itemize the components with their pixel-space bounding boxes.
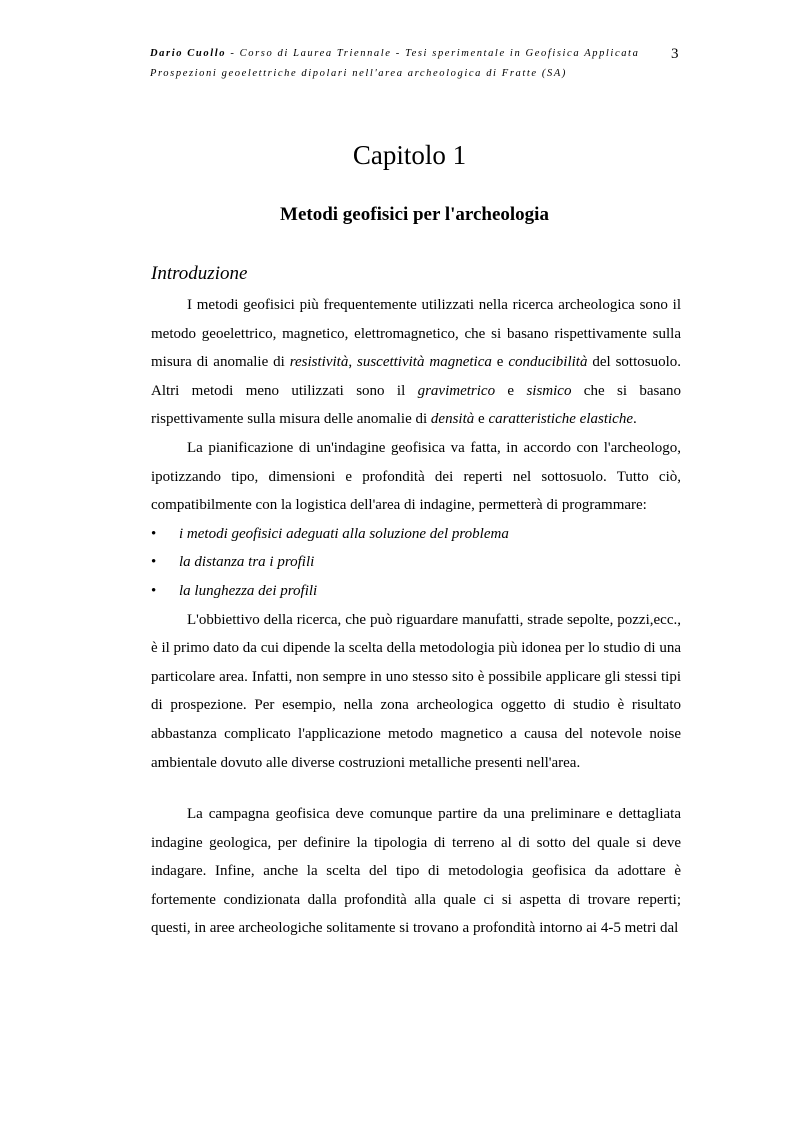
term-conducibilita: conducibilità (508, 354, 588, 371)
bullet-icon: • (151, 554, 157, 571)
p1-sep-2: e (491, 354, 509, 371)
page-number: 3 (671, 46, 679, 62)
header-author: Dario Cuollo (150, 48, 227, 59)
term-suscettivita: suscettività magnetica (356, 354, 492, 371)
chapter-heading: Capitolo 1 (352, 140, 467, 170)
term-gravimetrico: gravimetrico (417, 382, 496, 399)
p1-sep-3: e (495, 382, 527, 399)
p1-sep-4: e (474, 411, 489, 428)
header-course: - Corso di Laurea Triennale - Tesi sperimentale in Geofisica Applicata (226, 48, 640, 59)
section-title: Introduzione (151, 263, 248, 284)
p1-sep-1: , (348, 354, 357, 371)
paragraph-1 (151, 291, 681, 434)
list-item-text: la lunghezza dei profili (179, 582, 318, 599)
paragraph-4: La campagna geofisica deve comunque partire da una preliminare e dettagliata indagine geologica, per definire la tipologia di terreno al di sotto del quale si deve indagare. Infine, anche la scelta del tipo di metodologia geofisica da adottare è fortemente condizionata dalla profondità alla quale ci si aspetta di trovare reperti; questi, in aree archeologiche solitamente si trovano a profondità intorno ai 4-5 metri dal (151, 806, 681, 937)
paragraph-3: L'obbiettivo della ricerca, che può riguardare manufatti, strade sepolte, pozzi,ecc., è il primo dato da cui dipende la scelta della metodologia più idonea per lo studio di una particolare area. Infatti, non sempre in uno stesso sito è possibile applicare gli stessi tipi di prospezione. Per esempio, nella zona archeologica oggetto di studio è risultato abbastanza complicato l'applicazione metodo magnetico a causa del notevole noise ambientale dovuto alle diverse costruzioni metalliche presenti nell'area. (151, 611, 681, 771)
paragraph-2: La pianificazione di un'indagine geofisica va fatta, in accordo con l'archeologo, ipotizzando tipo, dimensioni e profondità dei reperti nel sottosuolo. Tutto ciò, compatibilmente con la logistica dell'area di indagine, permetterà di programmare: (151, 439, 681, 514)
term-densita: densità (430, 411, 475, 428)
term-resistivita: resistività (289, 354, 349, 371)
header-line-1 (150, 44, 670, 64)
p1-text-c: che si basano rispettivamente sulla misura delle anomalie di (151, 382, 681, 428)
p1-text-b: del sottosuolo. Altri metodi meno utilizzati sono il (151, 354, 682, 399)
p1-end: . (632, 411, 637, 428)
bullet-list (151, 520, 681, 606)
term-elastiche: caratteristiche elastiche (488, 411, 633, 428)
list-item-text: i metodi geofisici adeguati alla soluzione del problema (179, 525, 509, 542)
bullet-icon: • (151, 582, 157, 599)
running-header (150, 44, 670, 84)
header-subtitle: Prospezioni geoelettriche dipolari nell'area archeologica di Fratte (SA) (150, 68, 567, 79)
p1-text-a: I metodi geofisici più frequentemente utilizzati nella ricerca archeologica sono il metodo geoelettrico, magnetico, elettromagnetico, che si basano rispettivamente sulla misura di anomalie di (151, 297, 681, 371)
body-text-2 (151, 800, 681, 943)
list-item (151, 577, 681, 606)
bullet-icon: • (151, 525, 157, 542)
list-item-text: la distanza tra i profili (179, 554, 315, 571)
list-item (151, 548, 681, 577)
body-text (151, 291, 681, 777)
term-sismico: sismico (526, 382, 572, 399)
list-item (151, 520, 681, 549)
chapter-title: Metodi geofisici per l'archeologia (280, 204, 549, 225)
